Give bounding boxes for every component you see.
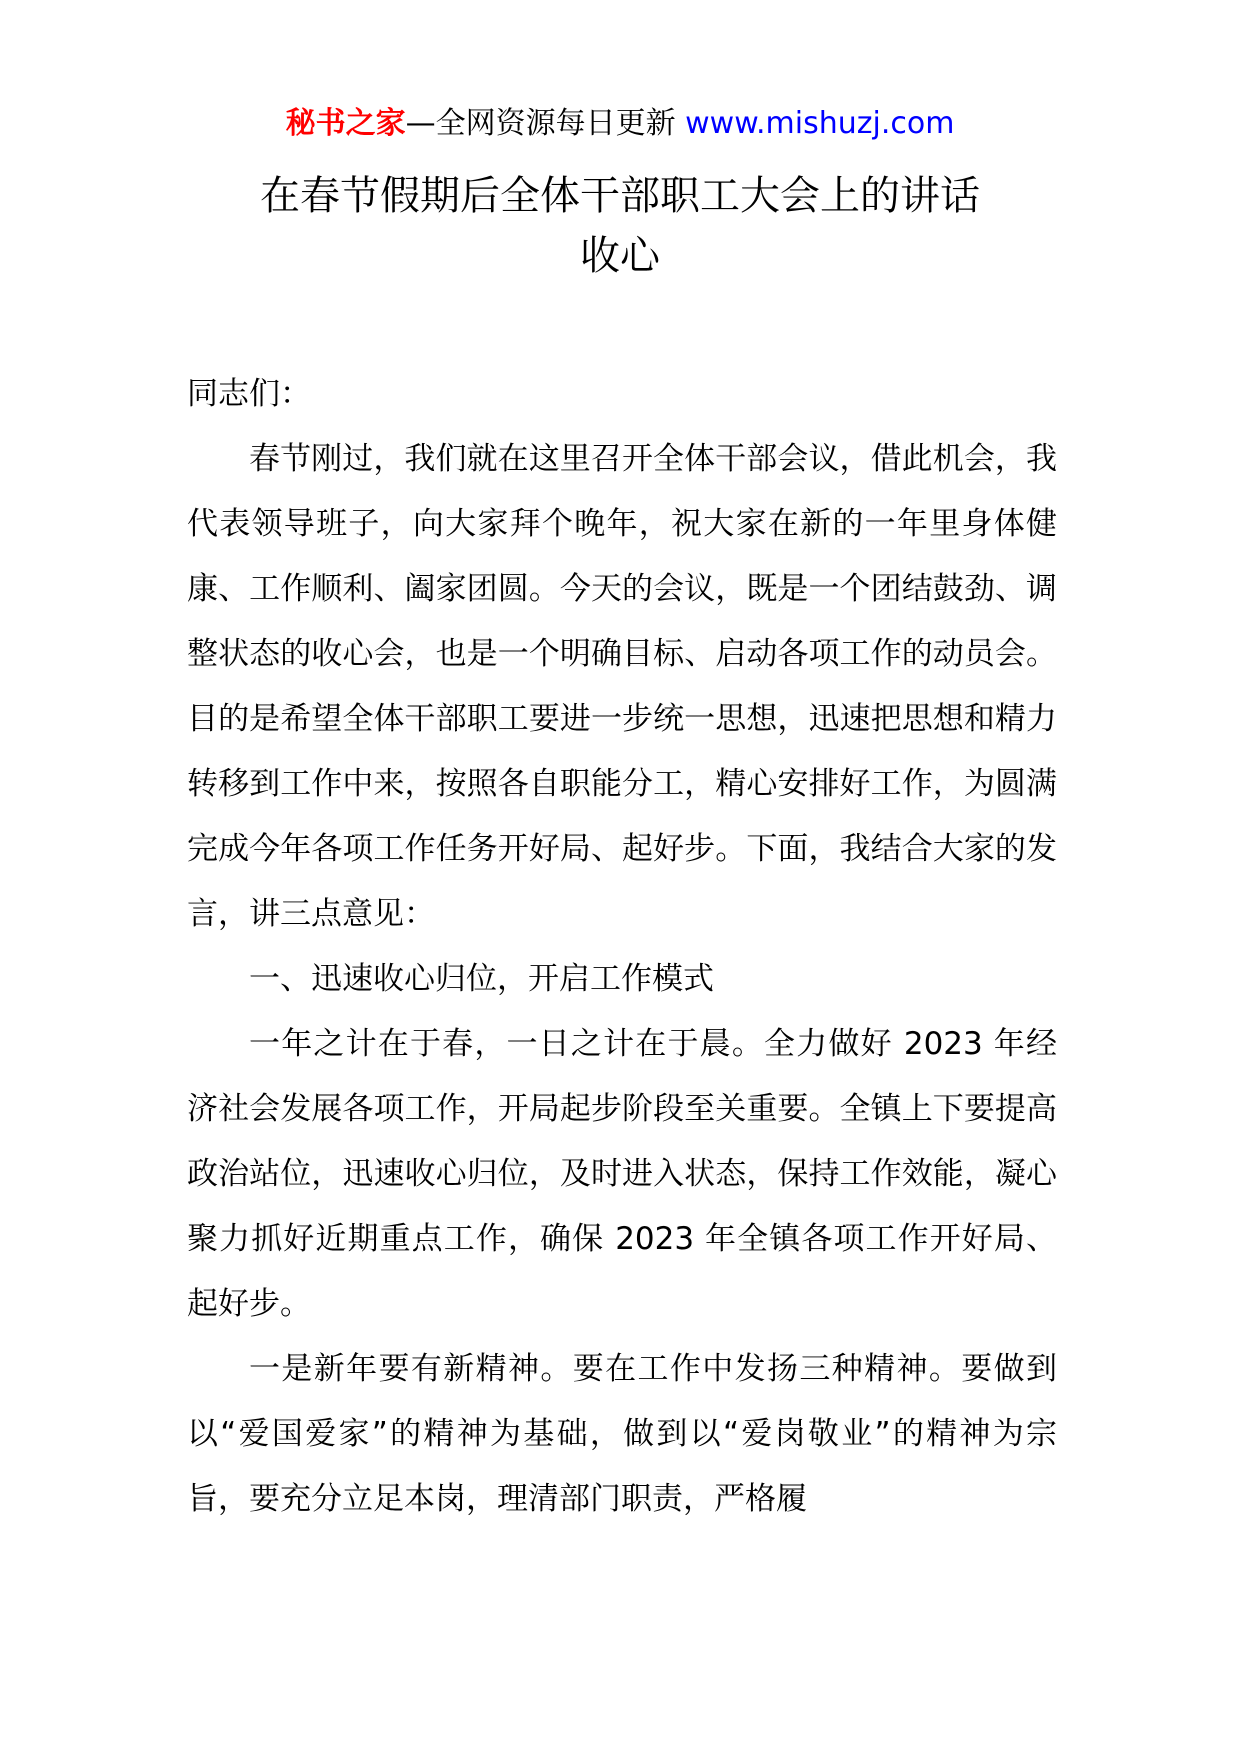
document-title-line-2: 收心 <box>580 233 660 279</box>
brand-name: 秘书之家 <box>285 106 406 141</box>
paragraph-opening: 春节刚过，我们就在这里召开全体干部会议，借此机会，我代表领导班子，向大家拜个晚年，祝大家在新的一年里身体健康、工作顺利、阖家团圆。今天的会议，既是一个团结鼓劲、调整状态的收心会，也是一个明确目标、启动各项工作的动员会。目的是希望全体干部职工要进一步统一思想，迅速把思想和精力转移到工作中来，按照各自职能分工，精心安排好工作，为圆满完成今年各项工作任务开好局、起好步。下面，我结合大家的发言，讲三点意见： <box>187 441 1057 932</box>
salutation: 同志们： <box>187 376 311 412</box>
document-body <box>187 362 1057 1532</box>
site-url[interactable]: www.mishuzj.com <box>685 106 955 141</box>
paragraph-section-1: 一年之计在于春，一日之计在于晨。全力做好 2023 年经济社会发展各项工作，开局起步阶段至关重要。全镇上下要提高政治站位，迅速收心归位，及时进入状态，保持工作效能，凝心聚力抓好近期重点工作，确保 2023 年全镇各项工作开好局、起好步。 <box>187 1026 1057 1322</box>
section-heading-1: 一、迅速收心归位，开启工作模式 <box>249 961 714 997</box>
site-header <box>0 104 1240 144</box>
paragraph-point-1: 一是新年要有新精神。要在工作中发扬三种精神。要做到以“爱国爱家”的精神为基础，做到以“爱岗敬业”的精神为宗旨，要充分立足本岗，理清部门职责，严格履 <box>187 1351 1057 1517</box>
document-title-line-1: 在春节假期后全体干部职工大会上的讲话 <box>260 173 980 219</box>
header-slogan: —全网资源每日更新 <box>405 106 686 141</box>
